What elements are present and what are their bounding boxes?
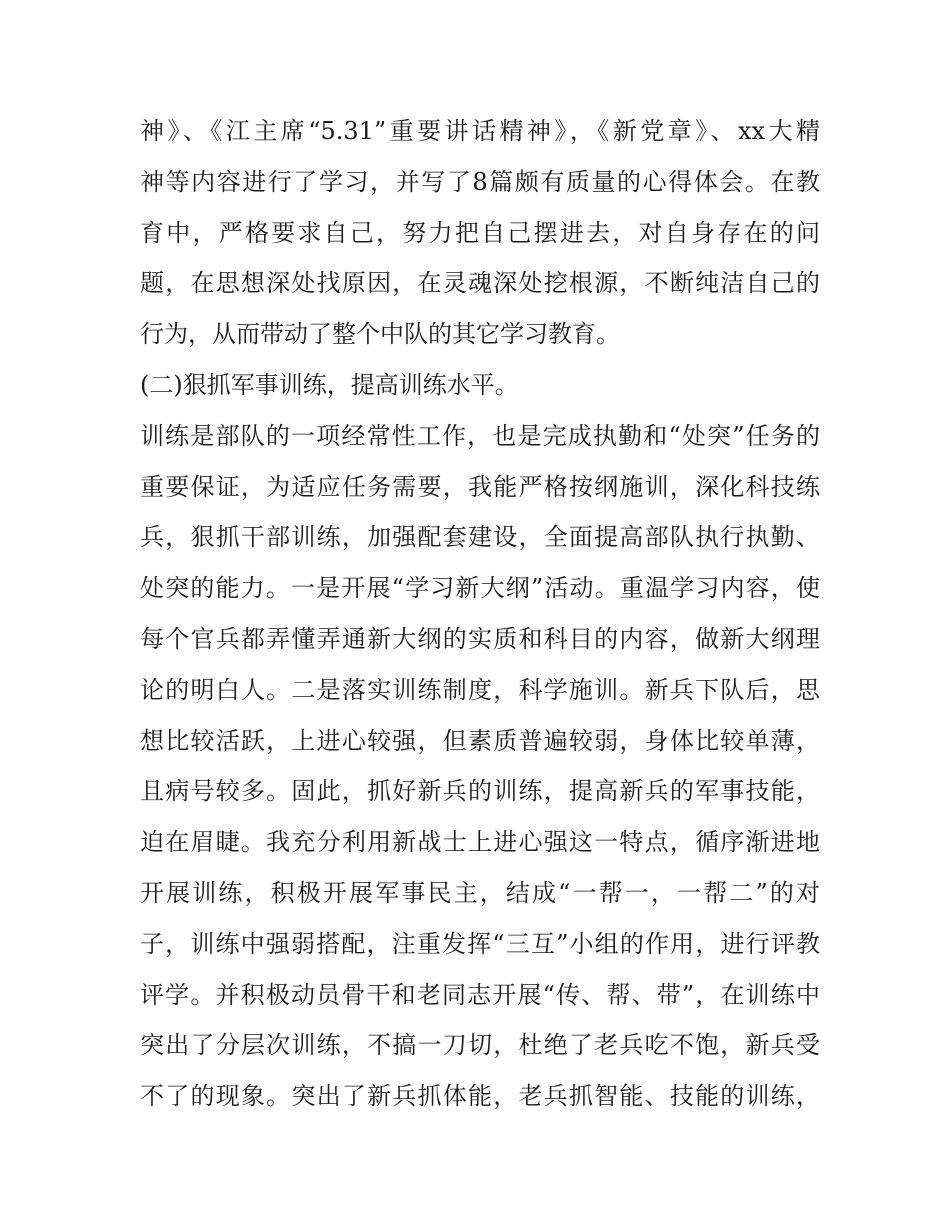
body-text (140, 106, 820, 1122)
text-line-15: 迫在眉睫。我充分利用新战士上进心强这一特点，循序渐进地 (140, 828, 820, 857)
text-line-10: 处突的能力。一是开展“学习新大纲”活动。重温学习内容，使 (140, 574, 820, 603)
text-line-16: 开展训练，积极开展军事民主，结成“一帮一，一帮二”的对 (140, 878, 820, 907)
text-line-8: 重要保证，为适应任务需要，我能严格按纲施训，深化科技练 (140, 472, 820, 501)
text-line-5: 行为，从而带动了整个中队的其它学习教育。 (140, 320, 620, 349)
text-line-14: 且病号较多。固此，抓好新兵的训练，提高新兵的军事技能， (140, 777, 820, 806)
text-line-17: 子，训练中强弱搭配，注重发挥“三互”小组的作用，进行评教 (140, 929, 820, 958)
text-line-3: 育中，严格要求自己，努力把自己摆进去，对自身存在的问 (140, 218, 820, 247)
text-line-9: 兵，狠抓干部训练，加强配套建设，全面提高部队执行执勤、 (140, 523, 820, 552)
text-line-18: 评学。并积极动员骨干和老同志开展“传、帮、带”，在训练中 (140, 980, 820, 1009)
text-line-4: 题，在思想深处找原因，在灵魂深处挖根源，不断纯洁自己的 (140, 269, 820, 298)
text-line-2: 神等内容进行了学习，并写了8篇颇有质量的心得体会。在教 (140, 167, 820, 196)
text-line-11: 每个官兵都弄懂弄通新大纲的实质和科目的内容，做新大纲理 (140, 624, 820, 653)
text-line-7: 训练是部队的一项经常性工作，也是完成执勤和“处突”任务的 (140, 421, 820, 450)
text-line-12: 论的明白人。二是落实训练制度，科学施训。新兵下队后，思 (140, 675, 820, 704)
section-heading: (二)狠抓军事训练，提高训练水平。 (140, 370, 519, 399)
text-line-20: 不了的现象。突出了新兵抓体能，老兵抓智能、技能的训练， (140, 1082, 820, 1111)
text-line-13: 想比较活跃，上进心较强，但素质普遍较弱，身体比较单薄， (140, 726, 820, 755)
text-line-1: 神》、《江主席“5.31”重要讲话精神》，《新党章》、xx大精 (140, 117, 820, 145)
text-line-19: 突出了分层次训练，不搞一刀切，杜绝了老兵吃不饱，新兵受 (140, 1031, 820, 1060)
